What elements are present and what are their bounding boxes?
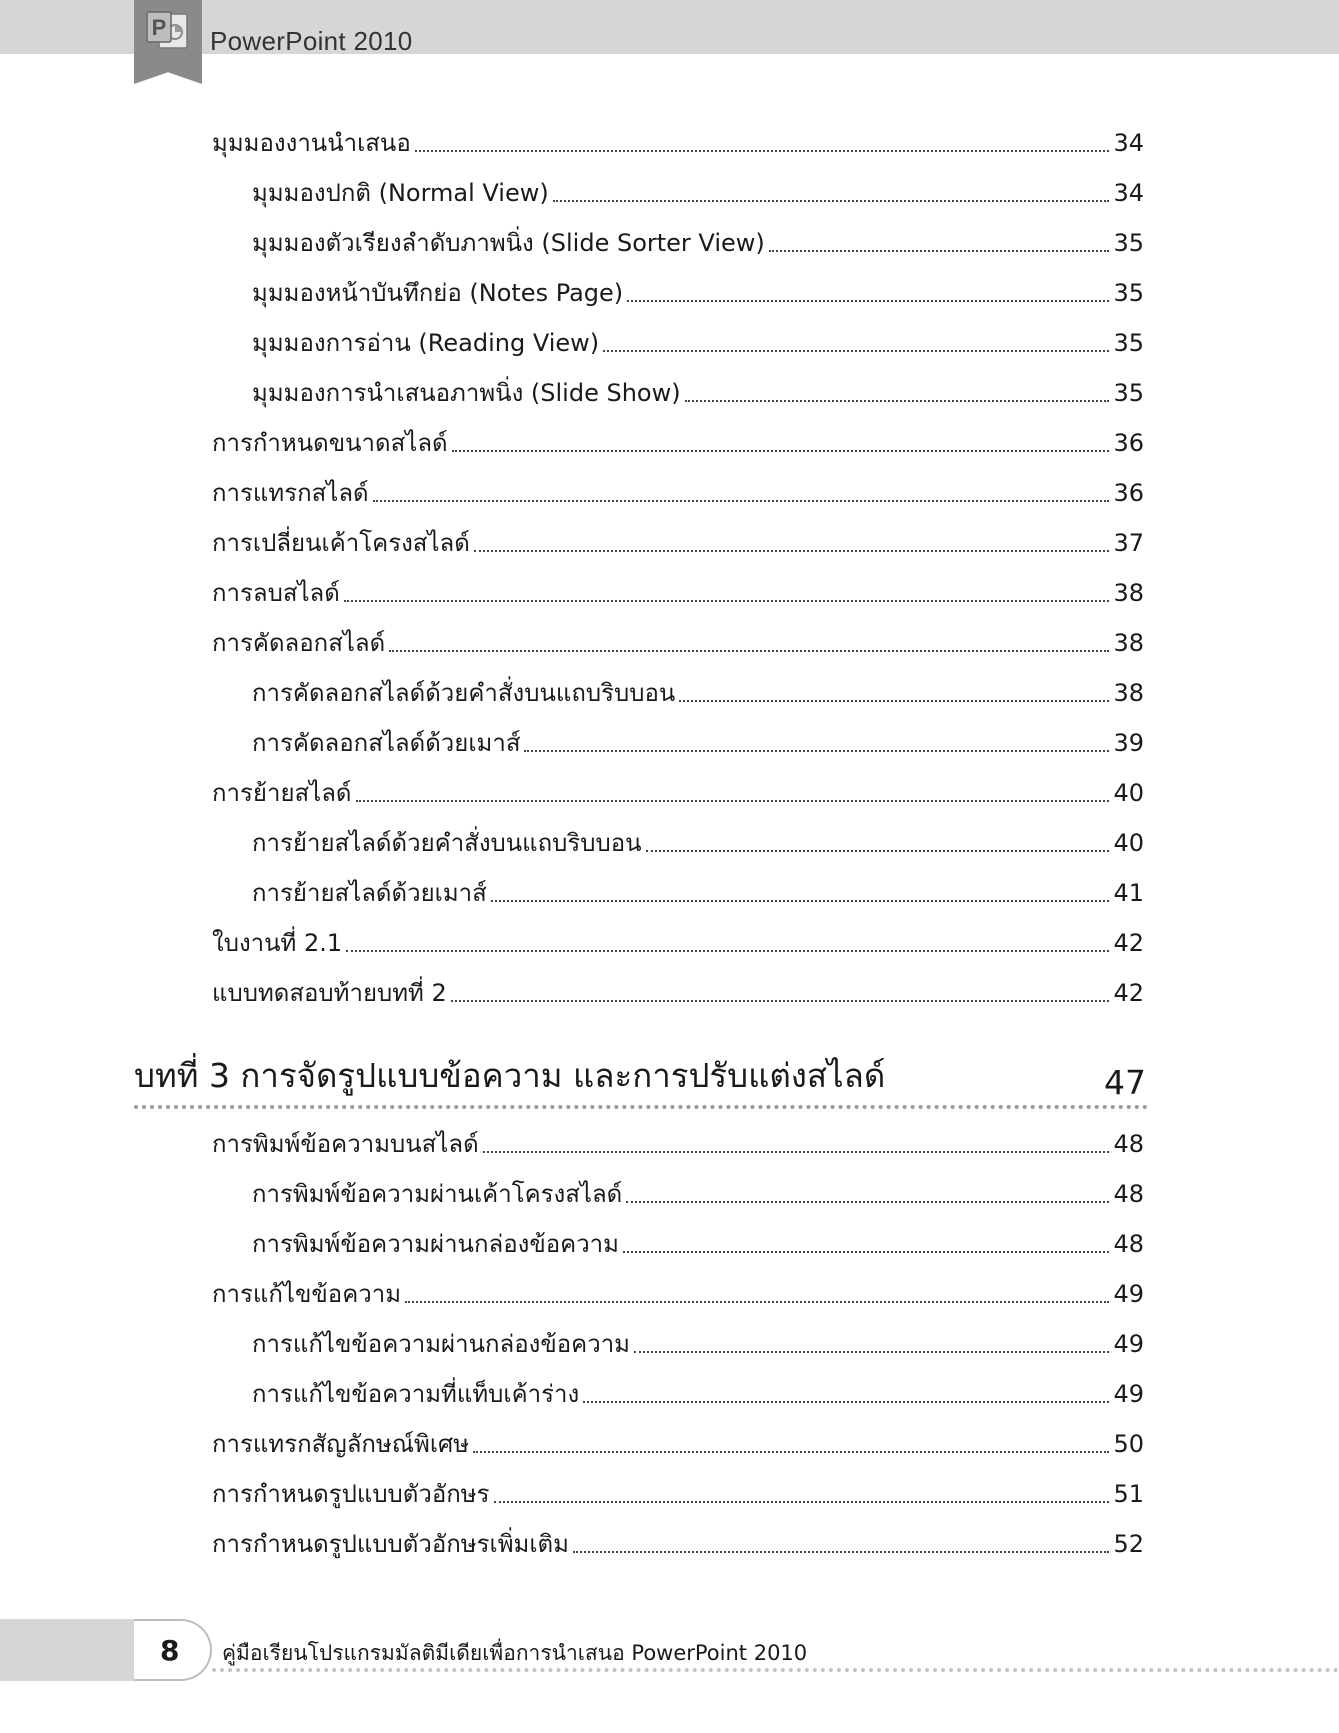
toc-entry-label: การพิมพ์ข้อความผ่านเค้าโครงสไลด์ [252,1180,623,1208]
toc-entry [252,1319,1144,1359]
toc-entry-label: การกำหนดรูปแบบตัวอักษรเพิ่มเติม [212,1530,569,1558]
toc-entry-label: การย้ายสไลด์ [212,779,352,807]
toc-entry [212,518,1144,558]
toc-entry [212,1119,1144,1159]
toc-dot-leader [573,1549,1110,1553]
toc-dot-leader [524,748,1109,752]
toc-entry-label: มุมมองการนำเสนอภาพนิ่ง (Slide Show) [252,379,681,407]
toc-dot-leader [473,1449,1109,1453]
footer-page-number: 8 [160,1634,180,1667]
toc-entry [212,1519,1144,1559]
toc-entry-label: การกำหนดขนาดสไลด์ [212,429,448,457]
toc-entry-label: การคัดลอกสไลด์ด้วยเมาส์ [252,729,521,757]
toc-dot-leader [553,198,1110,202]
toc-entry-page: 37 [1113,529,1144,557]
toc-entry-page: 48 [1113,1230,1144,1258]
footer-divider [212,1668,1339,1672]
toc-entry-page: 39 [1113,729,1144,757]
toc-entry-page: 42 [1113,979,1144,1007]
toc-dot-leader [603,348,1109,352]
toc-entry-label: การคัดลอกสไลด์ด้วยคำสั่งบนแถบริบบอน [252,679,676,707]
toc-entry-label: การแก้ไขข้อความ [212,1280,402,1308]
toc-entry [252,1369,1144,1409]
toc-entry-page: 38 [1113,679,1144,707]
toc-dot-leader [627,298,1109,302]
toc-dot-leader [634,1349,1109,1353]
toc-entry-label: การแทรกสัญลักษณ์พิเศษ [212,1430,470,1458]
toc-entry [252,818,1144,858]
toc-entry-label: การแก้ไขข้อความที่แท็บเค้าร่าง [252,1380,580,1408]
toc-entry-label: มุมมองตัวเรียงลำดับภาพนิ่ง (Slide Sorter View) [252,229,765,257]
toc-entry [252,718,1144,758]
toc-entry-page: 52 [1113,1530,1144,1558]
toc-entry-label: มุมมองงานนำเสนอ [212,129,411,157]
toc-entry-page: 35 [1113,329,1144,357]
toc-entry-page: 40 [1113,829,1144,857]
footer-book-title: คู่มือเรียนโปรแกรมมัลติมีเดียเพื่อการนำเสนอ PowerPoint 2010 [222,1641,808,1665]
toc-dot-leader [679,698,1109,702]
toc-entry-page: 38 [1113,579,1144,607]
toc-dot-leader [405,1299,1109,1303]
toc-dot-leader [583,1399,1109,1403]
toc-entry-label: การแทรกสไลด์ [212,479,369,507]
toc-dot-leader [685,398,1110,402]
chapter-title: บทที่ 3 การจัดรูปแบบข้อความ และการปรับแต่งสไลด์ [134,1056,886,1095]
toc-dot-leader [373,498,1110,502]
toc-entry [252,318,1144,358]
toc-entry-label: การคัดลอกสไลด์ [212,629,386,657]
toc-dot-leader [474,548,1110,552]
toc-entry-page: 50 [1113,1430,1144,1458]
toc-entry [252,1169,1144,1209]
toc-dot-leader [344,598,1110,602]
toc-entry-page: 49 [1113,1330,1144,1358]
toc-entry-label: การพิมพ์ข้อความผ่านกล่องข้อความ [252,1230,619,1258]
chapter-heading [134,1058,1146,1102]
toc-entry [252,168,1144,208]
toc-entry-page: 48 [1113,1130,1144,1158]
toc-entry [212,968,1144,1008]
toc-entry [212,418,1144,458]
toc-entry [252,368,1144,408]
toc-entry-page: 38 [1113,629,1144,657]
toc-dot-leader [623,1249,1109,1253]
toc-dot-leader [415,148,1110,152]
toc-entry-page: 48 [1113,1180,1144,1208]
toc-dot-leader [494,1499,1110,1503]
toc-entry-label: การพิมพ์ข้อความบนสไลด์ [212,1130,479,1158]
toc-entry [212,1469,1144,1509]
toc-entry-label: มุมมองปกติ (Normal View) [252,179,549,207]
toc-entry-page: 35 [1113,279,1144,307]
toc-dot-leader [356,798,1110,802]
toc-entry [212,118,1144,158]
toc-entry-page: 51 [1113,1480,1144,1508]
toc-entry [212,1419,1144,1459]
toc-entry-label: การแก้ไขข้อความผ่านกล่องข้อความ [252,1330,630,1358]
toc-entry [252,668,1144,708]
toc-entry [212,618,1144,658]
toc-entry-page: 41 [1113,879,1144,907]
toc-entry [252,868,1144,908]
toc-entry-page: 49 [1113,1380,1144,1408]
toc-entry-page: 42 [1113,929,1144,957]
toc-entry [252,1219,1144,1259]
toc-entry-label: การกำหนดรูปแบบตัวอักษร [212,1480,490,1508]
toc-dot-leader [646,848,1110,852]
toc-entry-label: ใบงานที่ 2.1 [212,929,343,957]
toc-dot-leader [626,1199,1109,1203]
chapter-divider [134,1105,1148,1109]
powerpoint-logo-icon [145,8,191,54]
chapter-page: 47 [1104,1063,1146,1102]
toc-entry [212,768,1144,808]
toc-dot-leader [452,448,1110,452]
toc-entry-label: การลบสไลด์ [212,579,340,607]
toc-entry-page: 36 [1113,429,1144,457]
toc-entry [252,268,1144,308]
toc-entry-page: 40 [1113,779,1144,807]
toc-entry-label: การเปลี่ยนเค้าโครงสไลด์ [212,529,470,557]
header-title: PowerPoint 2010 [210,26,413,56]
toc-entry [252,218,1144,258]
toc-dot-leader [483,1149,1110,1153]
toc-entry-page: 49 [1113,1280,1144,1308]
toc-entry-label: การย้ายสไลด์ด้วยคำสั่งบนแถบริบบอน [252,829,642,857]
toc-entry [212,468,1144,508]
toc-entry-page: 35 [1113,229,1144,257]
toc-entry [212,568,1144,608]
toc-entry [212,1269,1144,1309]
toc-dot-leader [389,648,1109,652]
toc-entry-page: 35 [1113,379,1144,407]
toc-dot-leader [769,248,1110,252]
toc-dot-leader [451,998,1110,1002]
toc-entry [212,918,1144,958]
toc-entry-page: 34 [1113,129,1144,157]
toc-entry-page: 34 [1113,179,1144,207]
toc-dot-leader [491,898,1110,902]
toc-entry-label: แบบทดสอบท้ายบทที่ 2 [212,979,447,1007]
toc-entry-label: การย้ายสไลด์ด้วยเมาส์ [252,879,487,907]
toc-entry-label: มุมมองหน้าบันทึกย่อ (Notes Page) [252,279,624,307]
toc-entry-page: 36 [1113,479,1144,507]
svg-text:P: P [151,15,167,40]
toc-dot-leader [346,948,1109,952]
toc-entry-label: มุมมองการอ่าน (Reading View) [252,329,600,357]
